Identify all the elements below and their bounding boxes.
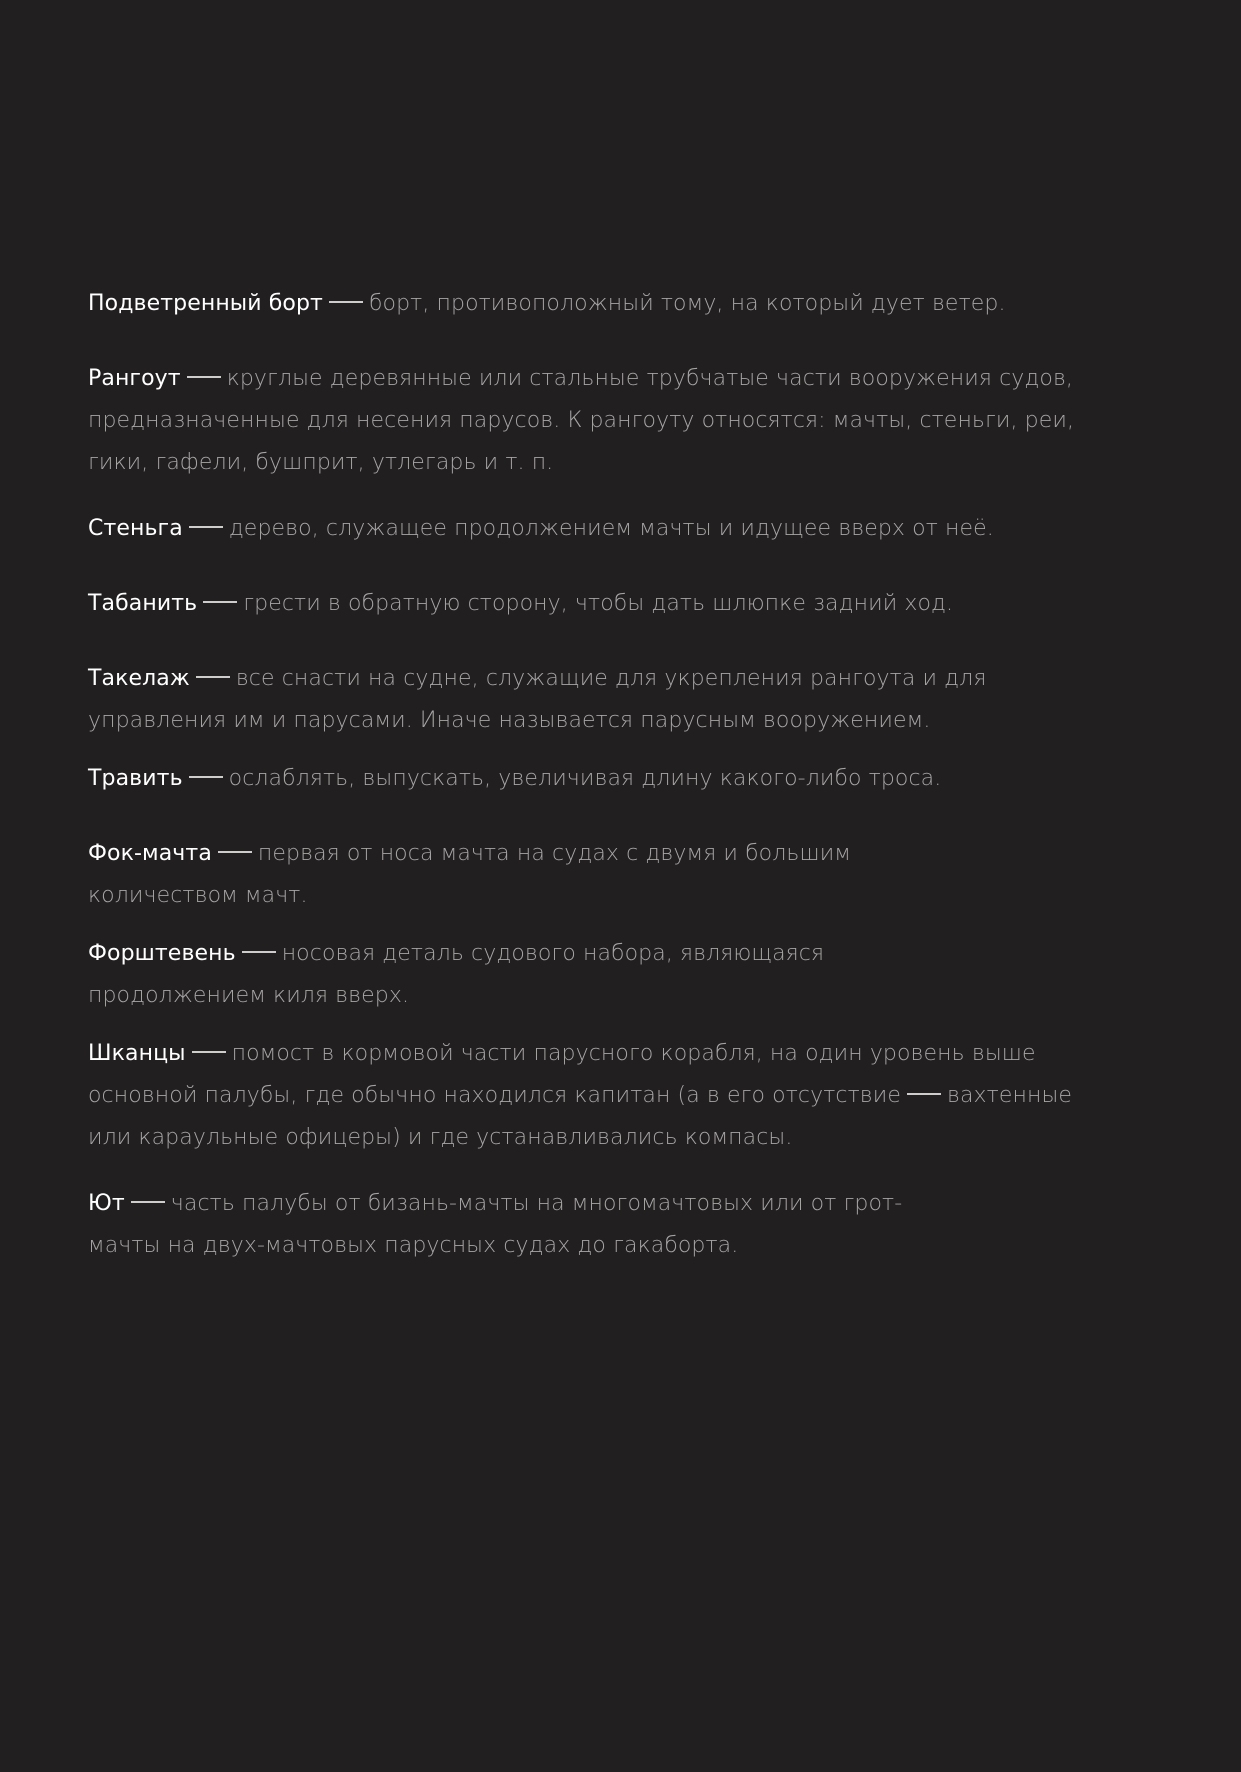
glossary-term: Шканцы <box>88 1041 186 1066</box>
glossary-entry <box>88 658 1073 742</box>
em-dash <box>907 1075 941 1117</box>
glossary-term: Рангоут <box>88 366 181 391</box>
glossary-definition: грести в обратную сторону, чтобы дать шлюпке задний ход. <box>243 591 954 616</box>
em-dash <box>192 1033 226 1075</box>
em-dash <box>218 833 252 875</box>
glossary-entry <box>88 758 1088 800</box>
glossary-definition: ослаблять, выпускать, увеличивая длину какого-либо троса. <box>228 766 942 791</box>
glossary-term: Такелаж <box>88 666 190 691</box>
glossary-definition: дерево, служащее продолжением мачты и идущее вверх от неё. <box>228 516 994 541</box>
em-dash <box>329 283 363 325</box>
glossary-term: Табанить <box>88 591 198 616</box>
glossary-entry <box>88 283 1088 325</box>
em-dash <box>203 583 237 625</box>
glossary-entry <box>88 358 1078 484</box>
glossary-entry <box>88 933 848 1017</box>
em-dash <box>187 358 221 400</box>
glossary-definition: круглые деревянные или стальные трубчатые части вооружения судов, предназначенные для несения парусов. К рангоуту относятся: мачты, стеньги, реи, гики, гафели, бушприт, утлегарь и т. п. <box>88 366 1075 475</box>
glossary-entry <box>88 1033 1088 1159</box>
glossary-definition-part-b: вахтенные или караульные офицеры) и где устанавливались компасы. <box>88 1083 1073 1150</box>
em-dash <box>189 758 223 800</box>
glossary-term: Травить <box>88 766 183 791</box>
glossary-definition-part-a: помост в кормовой части парусного корабля, на один уровень выше основной палубы, где обычно находился капитан (а в его отсутствие <box>88 1041 1036 1108</box>
glossary-definition: часть палубы от бизань-мачты на многомачтовых или от грот-мачты на двух-мачтовых парусных судах до гакаборта. <box>88 1191 903 1258</box>
glossary-definition: все снасти на судне, служащие для укрепления рангоута и для управления им и парусами. Иначе называется парусным вооружением. <box>88 666 987 733</box>
glossary-entry <box>88 508 1088 550</box>
em-dash <box>131 1183 165 1225</box>
glossary-entry <box>88 1183 968 1267</box>
glossary-term: Подветренный борт <box>88 291 323 316</box>
glossary-term: Форштевень <box>88 941 236 966</box>
em-dash <box>242 933 276 975</box>
em-dash <box>196 658 230 700</box>
glossary-definition: борт, противоположный тому, на который дует ветер. <box>368 291 1006 316</box>
glossary-entry <box>88 583 1088 625</box>
glossary-entry <box>88 833 868 917</box>
glossary-term: Стеньга <box>88 516 183 541</box>
em-dash <box>189 508 223 550</box>
glossary-term: Фок-мачта <box>88 841 212 866</box>
glossary-definition: первая от носа мачта на судах с двумя и большим количеством мачт. <box>88 841 851 908</box>
glossary-term: Ют <box>88 1191 125 1216</box>
glossary-definition: носовая деталь судового набора, являющаяся продолжением киля вверх. <box>88 941 825 1008</box>
